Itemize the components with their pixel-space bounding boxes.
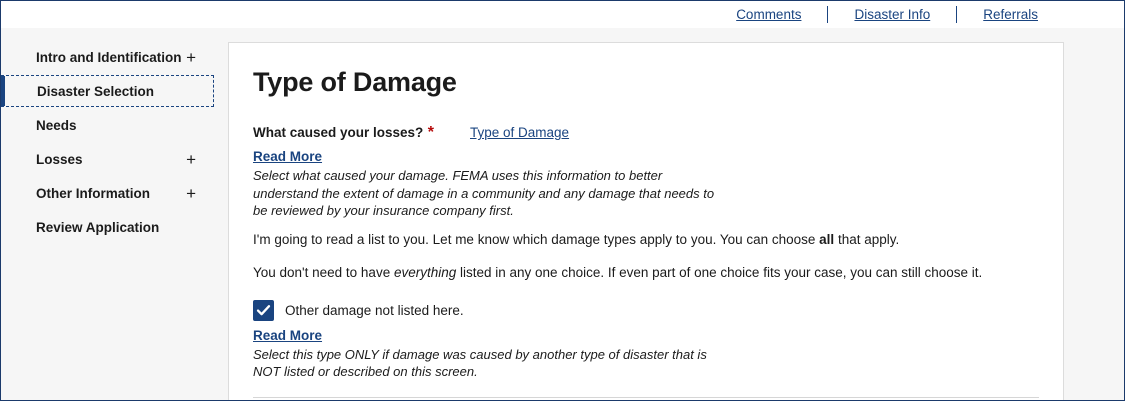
sidebar-navigation <box>1 28 214 401</box>
main-panel <box>214 28 1124 401</box>
instruction-text-1b: that apply. <box>834 231 900 247</box>
sidebar-item-label: Other Information <box>36 185 150 201</box>
page-title: Type of Damage <box>253 67 457 97</box>
sidebar-item-label: Review Application <box>36 219 160 235</box>
plus-icon[interactable]: + <box>186 149 196 169</box>
read-more-link-choice[interactable]: Read More <box>253 327 323 343</box>
damage-choice-row[interactable] <box>253 300 1039 321</box>
other-damage-checkbox[interactable] <box>253 300 274 321</box>
sidebar-item-disaster-selection[interactable] <box>1 75 214 107</box>
check-icon <box>256 303 271 318</box>
instruction-paragraph-1 <box>253 230 1039 249</box>
help-line-3: be reviewed by your insurance company first. <box>253 203 514 218</box>
instruction-text-2b: listed in any one choice. If even part of one choice fits your case, you can still choose it. <box>456 264 983 280</box>
instruction-emphasis-everything: everything <box>393 264 457 280</box>
required-asterisk: * <box>427 124 434 141</box>
nav-disaster-info-link[interactable]: Disaster Info <box>854 7 931 22</box>
question-label: What caused your losses? <box>253 125 424 140</box>
sidebar-item-label: Needs <box>36 117 77 133</box>
instruction-text-2a: You don't need to have <box>253 264 394 280</box>
sidebar-item-review-application[interactable] <box>1 210 214 244</box>
section-divider <box>253 397 1039 398</box>
instruction-text-1a: I'm going to read a list to you. Let me know which damage types apply to you. You can choose <box>253 231 820 247</box>
sidebar-item-losses[interactable] <box>1 142 214 176</box>
instruction-paragraph-2 <box>253 263 1039 282</box>
nav-referrals-link[interactable]: Referrals <box>983 7 1038 22</box>
question-help-text <box>253 167 1039 220</box>
choice-help-line-2: NOT listed or described on this screen. <box>253 364 478 379</box>
question-row <box>253 124 1039 142</box>
choice-help-line-1: Select this type ONLY if damage was caused by another type of disaster that is <box>253 346 707 362</box>
sidebar-item-needs[interactable] <box>1 108 214 142</box>
help-line-2: understand the extent of damage in a community and any damage that needs to <box>253 185 715 201</box>
read-more-link-question[interactable]: Read More <box>253 149 323 164</box>
sidebar-item-intro-and-identification[interactable] <box>1 40 214 74</box>
plus-icon[interactable]: + <box>186 183 196 203</box>
sidebar-item-label: Losses <box>36 151 83 167</box>
help-line-1: Select what caused your damage. FEMA uses this information to better <box>253 168 663 183</box>
form-card <box>228 42 1064 401</box>
content-area <box>1 28 1124 401</box>
other-damage-label: Other damage not listed here. <box>285 302 464 318</box>
choice-help-text <box>253 346 1039 381</box>
sidebar-item-label: Intro and Identification <box>36 49 182 65</box>
type-of-damage-link[interactable]: Type of Damage <box>470 125 570 140</box>
top-utility-nav <box>1 1 1124 28</box>
question-label-group <box>253 124 434 142</box>
plus-icon[interactable]: + <box>186 47 196 67</box>
sidebar-item-label: Disaster Selection <box>37 83 155 99</box>
instruction-emphasis-all: all <box>819 231 835 247</box>
sidebar-item-other-information[interactable] <box>1 176 214 210</box>
nav-comments-link[interactable]: Comments <box>736 7 802 22</box>
